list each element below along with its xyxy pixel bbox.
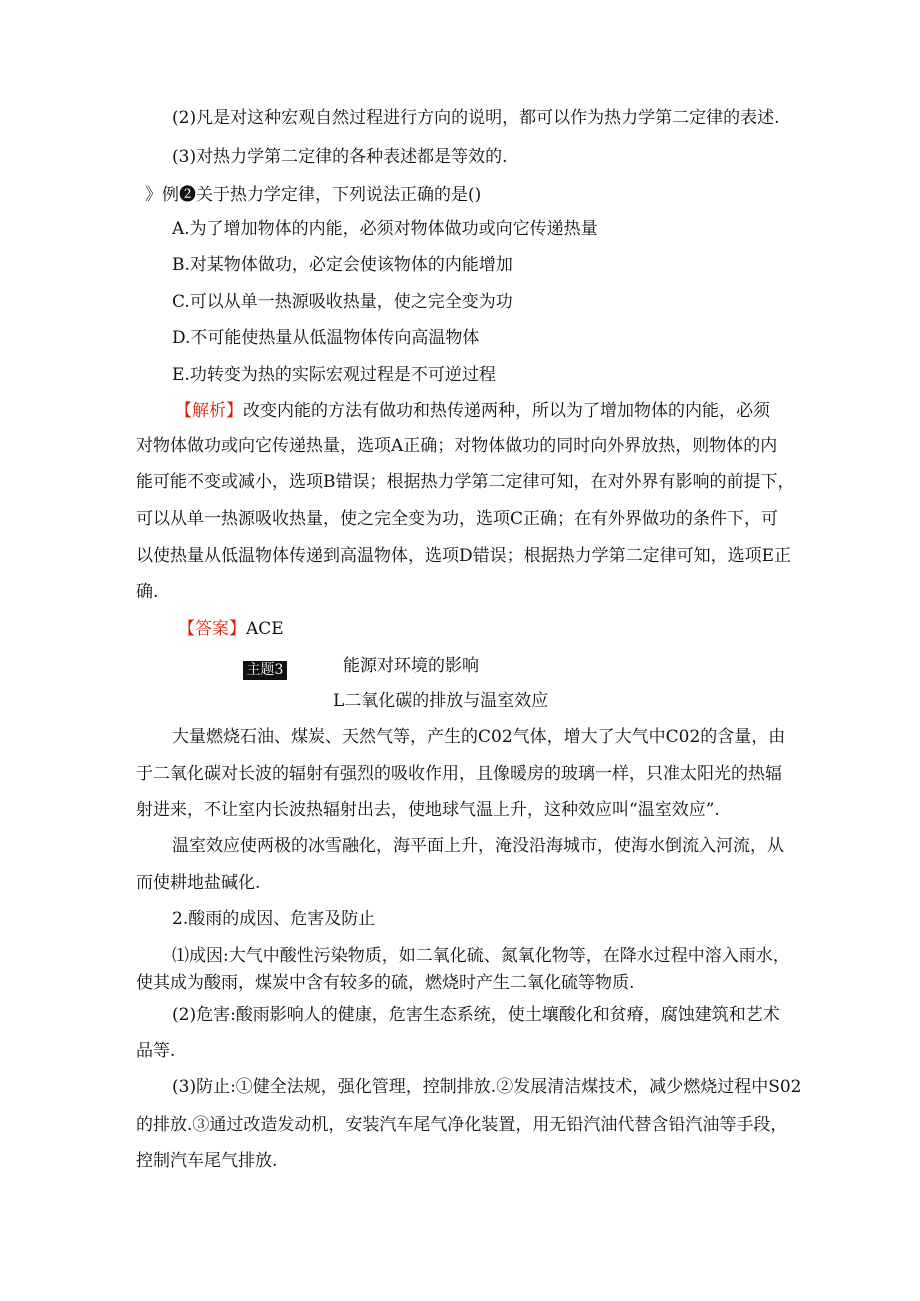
prevention-line-2: 的排放.③通过改造发动机，安装汽车尾气净化装置，用无铅汽油代替含铅汽油等手段， bbox=[136, 1115, 788, 1135]
harm-line-2: 品等. bbox=[136, 1041, 176, 1061]
prevention-line-1: (3)防止:①健全法规，强化管理，控制排放.②发展清洁煤技术，减少燃烧过程中S02 bbox=[172, 1077, 802, 1097]
answer-value: ACE bbox=[246, 619, 284, 639]
answer-tag: 【答案】 bbox=[178, 619, 246, 639]
prevention-line-3: 控制汽车尾气排放. bbox=[136, 1151, 278, 1171]
subheading-acid-rain: 2.酸雨的成因、危害及防止 bbox=[172, 909, 376, 929]
topic-title: 能源对环境的影响 bbox=[343, 656, 479, 676]
greenhouse-line-1: 温室效应使两极的冰雪融化，海平面上升，淹没沿海城市，使海水倒流入河流，从 bbox=[172, 836, 784, 856]
option-e: E.功转变为热的实际宏观过程是不可逆过程 bbox=[172, 365, 496, 385]
cause-line-1: ⑴成因:大气中酸性污染物质，如二氧化硫、氮氧化物等，在降水过程中溶入雨水， bbox=[172, 946, 790, 966]
harm-line-1: (2)危害:酸雨影响人的健康，危害生态系统，使土壤酸化和贫瘠，腐蚀建筑和艺术 bbox=[172, 1005, 780, 1025]
analysis-line-3: 能可能不变或减小，选项B错误；根据热力学第二定律可知，在对外界有影响的前提下， bbox=[136, 472, 795, 492]
co2-line-1: 大量燃烧石油、煤炭、天然气等，产生的C02气体，增大了大气中C02的含量，由 bbox=[172, 727, 786, 747]
option-a: A.为了增加物体的内能，必须对物体做功或向它传递热量 bbox=[172, 219, 598, 239]
analysis-line-2: 对物体做功或向它传递热量，选项A正确；对物体做功的同时向外界放热，则物体的内 bbox=[136, 436, 778, 456]
option-c: C.可以从单一热源吸收热量，使之完全变为功 bbox=[172, 292, 513, 312]
example-question: 》例❷关于热力学定律，下列说法正确的是() bbox=[145, 185, 482, 205]
co2-line-3: 射进来，不让室内长波热辐射出去，使地球气温上升，这种效应叫“温室效应”. bbox=[136, 800, 720, 820]
topic-badge: 主题3 bbox=[243, 661, 287, 680]
greenhouse-line-2: 而使耕地盐碱化. bbox=[136, 873, 261, 893]
analysis-line-5: 以使热量从低温物体传递到高温物体，选项D错误；根据热力学第二定律可知，选项E正 bbox=[136, 546, 792, 566]
option-b: B.对某物体做功，必定会使该物体的内能增加 bbox=[172, 255, 513, 275]
analysis-line-4: 可以从单一热源吸收热量，使之完全变为功，选项C正确；在有外界做功的条件下，可 bbox=[136, 509, 779, 529]
paragraph-law-statement: (2)凡是对这种宏观自然过程进行方向的说明，都可以作为热力学第二定律的表述. bbox=[172, 108, 780, 128]
analysis-tag: 【解析】 bbox=[175, 401, 243, 421]
answer-line bbox=[178, 617, 284, 641]
option-d: D.不可能使热量从低温物体传向高温物体 bbox=[172, 328, 480, 348]
analysis-text: 改变内能的方法有做功和热传递两种，所以为了增加物体的内能，必须 bbox=[243, 401, 770, 421]
analysis-first-line bbox=[175, 399, 770, 423]
subheading-co2: L二氧化碳的排放与温室效应 bbox=[333, 691, 549, 711]
co2-line-2: 于二氧化碳对长波的辐射有强烈的吸收作用，且像暖房的玻璃一样，只准太阳光的热辐 bbox=[136, 764, 782, 784]
cause-line-2: 使其成为酸雨，煤炭中含有较多的硫，燃烧时产生二氧化硫等物质. bbox=[136, 973, 635, 993]
paragraph-equivalence: (3)对热力学第二定律的各种表述都是等效的. bbox=[172, 147, 508, 167]
analysis-line-6: 确. bbox=[136, 582, 159, 602]
